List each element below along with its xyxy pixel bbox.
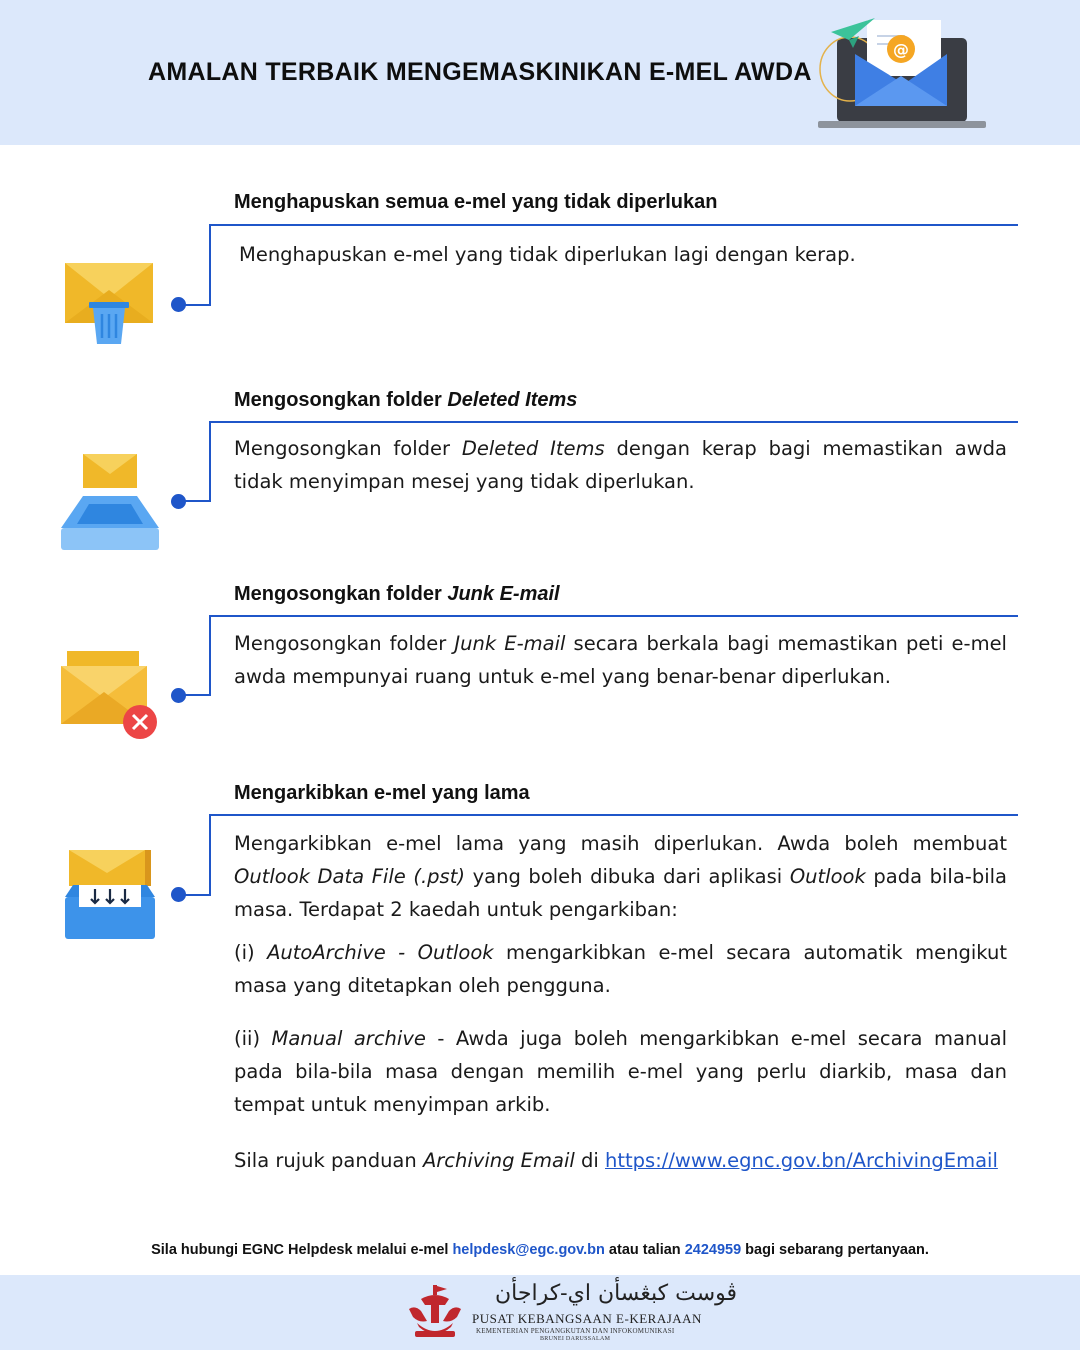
helpdesk-email[interactable]: helpdesk@egc.gov.bn	[452, 1242, 605, 1258]
connector-line	[209, 224, 211, 306]
divider-line	[210, 814, 1018, 816]
laptop-email-icon	[815, 14, 990, 132]
svg-text:@: @	[893, 40, 909, 59]
connector-line	[209, 814, 211, 896]
section-title	[234, 583, 560, 606]
page-title: AMALAN TERBAIK MENGEMASKINIKAN E-MEL AWDA	[148, 58, 812, 86]
section-body	[234, 432, 1007, 498]
body-emphasis: Manual archive	[271, 1027, 426, 1050]
section-title	[234, 389, 577, 412]
body-text: - Awda juga boleh mengarkibkan e-mel secara manual pada bila-bila masa dengan memilih e-mel yang perlu diarkib, masa dan tempat untuk menyimpan arkib.	[234, 1027, 1008, 1116]
connector-dot	[171, 887, 186, 902]
body-text: pada bila-bila masa. Terdapat 2 kaedah untuk pengarkiban:	[234, 865, 1007, 921]
body-text: (i)	[234, 941, 268, 964]
envelope-trash-icon	[55, 258, 165, 348]
org-name: PUSAT KEBANGSAAN E-KERAJAAN	[472, 1311, 702, 1326]
section-body	[234, 827, 1007, 1187]
body-text: Mengarkibkan e-mel lama yang masih diperlukan. Awda boleh membuat	[234, 832, 1007, 855]
title-text: Mengosongkan folder	[234, 583, 448, 605]
divider-line	[210, 224, 1018, 226]
title-emphasis: Junk E-mail	[447, 583, 560, 605]
section-title: Mengarkibkan e-mel yang lama	[234, 782, 530, 804]
connector-line	[209, 615, 211, 696]
body-emphasis: AutoArchive - Outlook	[267, 941, 494, 964]
title-text: Mengosongkan folder	[234, 389, 448, 411]
paragraph-autoarchive	[234, 936, 1007, 1002]
contact-text: atau talian	[604, 1242, 685, 1258]
connector-dot	[171, 688, 186, 703]
envelope-delete-icon	[55, 646, 165, 742]
country-name: BRUNEI DARUSSALAM	[540, 1336, 611, 1342]
body-emphasis: Archiving Email	[422, 1149, 575, 1172]
body-text: yang boleh dibuka dari aplikasi	[464, 865, 790, 888]
contact-text: bagi sebarang pertanyaan.	[741, 1242, 929, 1258]
title-emphasis: Deleted Items	[447, 389, 578, 411]
header-banner	[0, 0, 1080, 145]
body-text: Sila rujuk panduan	[234, 1149, 423, 1172]
body-emphasis: Outlook Data File (.pst)	[234, 865, 465, 888]
helpdesk-phone[interactable]: 2424959	[684, 1242, 742, 1258]
footer-banner	[0, 1275, 1080, 1350]
section-body: Menghapuskan e-mel yang tidak diperlukan lagi dengan kerap.	[239, 243, 856, 266]
body-emphasis: Junk E-mail	[454, 632, 566, 655]
contact-text: Sila hubungi EGNC Helpdesk melalui e-mel	[151, 1242, 453, 1258]
envelope-inbox-tray-icon	[55, 450, 165, 552]
section-title: Menghapuskan semua e-mel yang tidak diperlukan	[234, 191, 718, 213]
paragraph-manual-archive	[234, 1022, 1007, 1121]
body-text: secara berkala bagi memastikan peti e-mel awda mempunyai ruang untuk e-mel yang benar-benar diperlukan.	[234, 632, 1007, 688]
body-text: (ii)	[234, 1027, 272, 1050]
contact-line	[0, 1242, 1080, 1258]
connector-dot	[171, 494, 186, 509]
connector-dot	[171, 297, 186, 312]
body-text: di	[574, 1149, 605, 1172]
section-body	[234, 627, 1007, 693]
body-emphasis: Outlook	[789, 865, 866, 888]
archiving-email-link[interactable]: https://www.egnc.gov.bn/ArchivingEmail	[605, 1149, 998, 1172]
divider-line	[210, 615, 1018, 617]
body-emphasis: Deleted Items	[461, 437, 605, 460]
ministry-name: KEMENTERIAN PENGANGKUTAN DAN INFOKOMUNIKASI	[476, 1327, 675, 1335]
divider-line	[210, 421, 1018, 423]
org-name-jawi: ڤوست كبڠسأن اي-كراجأن	[495, 1281, 738, 1306]
paragraph-intro	[234, 827, 1007, 926]
paragraph-reference	[234, 1144, 1007, 1177]
connector-line	[209, 421, 211, 502]
body-text: mengarkibkan e-mel secara automatik mengikut masa yang ditetapkan oleh pengguna.	[234, 941, 1007, 997]
body-text: Mengosongkan folder	[234, 632, 455, 655]
brunei-crest-icon	[405, 1283, 465, 1341]
body-text: dengan kerap bagi memastikan awda tidak menyimpan mesej yang tidak diperlukan.	[234, 437, 1008, 493]
body-text: Mengosongkan folder	[234, 437, 462, 460]
envelope-archive-icon	[55, 845, 165, 943]
